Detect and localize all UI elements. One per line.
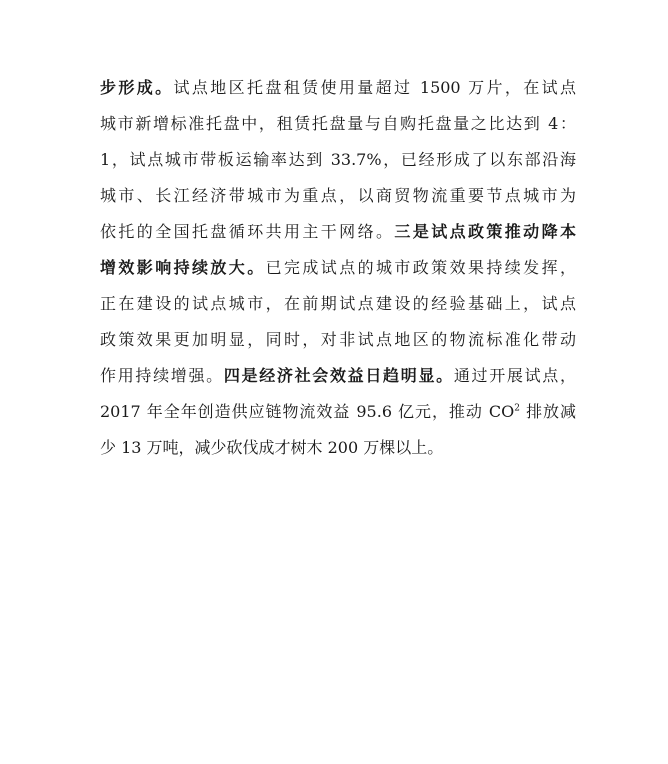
text-line xyxy=(100,322,576,358)
text-span: 2017 年全年创造供应链物流效益 95.6 亿元，推动 CO xyxy=(100,402,515,421)
text-line xyxy=(100,214,576,250)
bold-phrase: 增效影响持续放大。 xyxy=(100,258,266,277)
text-line xyxy=(100,70,576,106)
text-line xyxy=(100,430,576,466)
text-span: 城市新增标准托盘中，租赁托盘量与自购托盘量之比达到 4： xyxy=(100,114,576,133)
text-span: 政策效果更加明显，同时，对非试点地区的物流标准化带动 xyxy=(100,330,576,349)
text-span: 通过开展试点， xyxy=(453,366,576,385)
superscript: 2 xyxy=(514,403,521,414)
text-span: 作用持续增强。 xyxy=(100,366,224,385)
text-line xyxy=(100,286,576,322)
text-span: 1，试点城市带板运输率达到 33.7%，已经形成了以东部沿海 xyxy=(100,150,576,169)
text-span: 城市、长江经济带城市为重点，以商贸物流重要节点城市为 xyxy=(100,186,576,205)
document-body xyxy=(100,70,576,466)
text-span: 少 13 万吨，减少砍伐成才树木 200 万棵以上。 xyxy=(100,438,444,457)
text-span: 已完成试点的城市政策效果持续发挥， xyxy=(265,258,576,277)
text-span: 试点地区托盘租赁使用量超过 1500 万片，在试点 xyxy=(173,78,576,97)
text-line xyxy=(100,142,576,178)
text-span: 排放减 xyxy=(520,402,576,421)
text-span: 正在建设的试点城市，在前期试点建设的经验基础上，试点 xyxy=(100,294,576,313)
bold-phrase: 三是试点政策推动降本 xyxy=(394,222,576,241)
text-line xyxy=(100,250,576,286)
bold-phrase: 四是经济社会效益日趋明显。 xyxy=(223,366,454,385)
text-line xyxy=(100,106,576,142)
text-span: 依托的全国托盘循环共用主干网络。 xyxy=(100,222,395,241)
text-line xyxy=(100,178,576,214)
bold-phrase: 步形成。 xyxy=(100,78,174,97)
text-line xyxy=(100,358,576,394)
text-line xyxy=(100,394,576,430)
